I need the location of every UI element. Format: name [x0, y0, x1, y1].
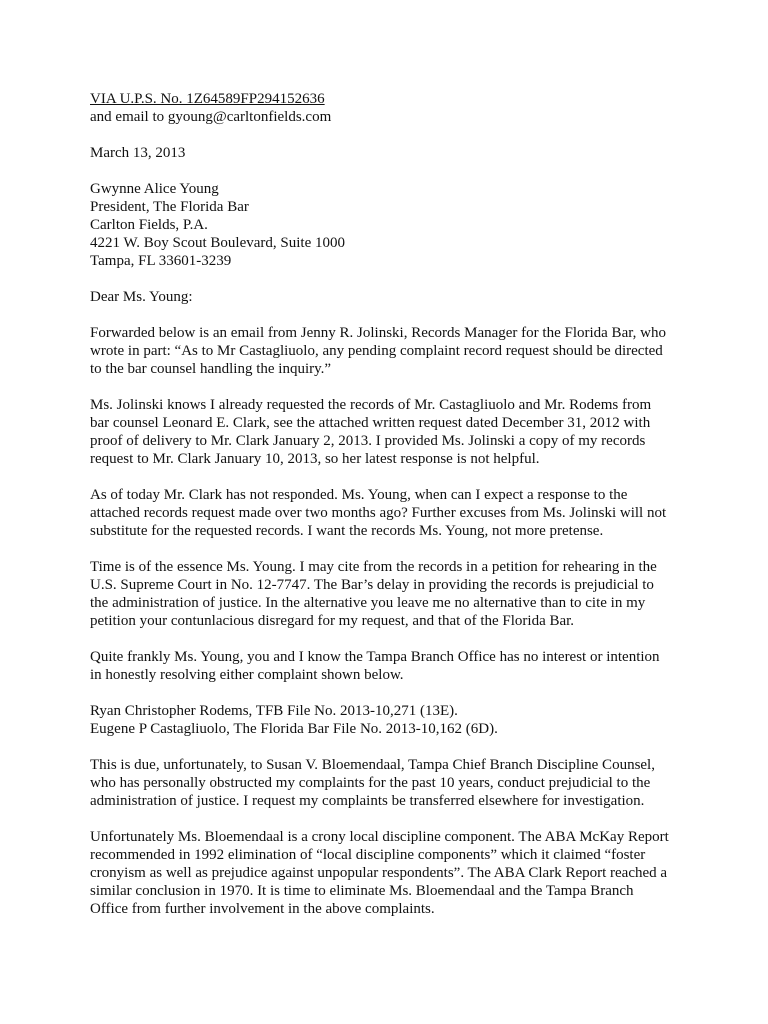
recipient-firm: Carlton Fields, P.A. — [90, 217, 208, 233]
letter-body — [90, 90, 690, 918]
complaint-file-item: Eugene P Castagliuolo, The Florida Bar File No. 2013-10,162 (6D). — [90, 721, 498, 737]
spacer — [90, 162, 690, 180]
via-ups-line: VIA U.P.S. No. 1Z64589FP294152636 — [90, 91, 325, 107]
paragraph-no-response — [90, 486, 690, 540]
spacer — [90, 306, 690, 324]
paragraph-time-essence — [90, 558, 690, 630]
paragraph-line: petition your contunlacious disregard for my request, and that of the Florida Bar. — [90, 613, 575, 629]
paragraph-line: proof of delivery to Mr. Clark January 2, 2013. I provided Ms. Jolinski a copy of my records — [90, 433, 646, 449]
paragraph-line: who has personally obstructed my complaints for the past 10 years, conduct prejudicial to the — [90, 775, 651, 791]
spacer — [90, 738, 690, 756]
paragraph-bloemendaal — [90, 756, 690, 810]
paragraph-line: in honestly resolving either complaint shown below. — [90, 667, 404, 683]
email-line: and email to gyoung@carltonfields.com — [90, 109, 332, 125]
paragraph-line: Time is of the essence Ms. Young. I may cite from the records in a petition for rehearing in the — [90, 559, 657, 575]
paragraph-line: Forwarded below is an email from Jenny R. Jolinski, Records Manager for the Florida Bar, who — [90, 325, 666, 341]
paragraph-line: to the bar counsel handling the inquiry.” — [90, 361, 332, 377]
paragraph-line: cronyism as well as prejudice against unpopular respondents”. The ABA Clark Report reached a — [90, 865, 668, 881]
paragraph-line: request to Mr. Clark January 10, 2013, so her latest response is not helpful. — [90, 451, 540, 467]
paragraph-line: wrote in part: “As to Mr Castagliuolo, any pending complaint record request should be directed — [90, 343, 663, 359]
paragraph-line: U.S. Supreme Court in No. 12-7747. The Bar’s delay in providing the records is prejudicial to — [90, 577, 654, 593]
paragraph-line: substitute for the requested records. I want the records Ms. Young, not more pretense. — [90, 523, 604, 539]
paragraph-tampa-office — [90, 648, 690, 684]
paragraph-line: the administration of justice. In the alternative you leave me no alternative than to cite in my — [90, 595, 646, 611]
spacer — [90, 810, 690, 828]
spacer — [90, 378, 690, 396]
paragraph-line: Office from further involvement in the above complaints. — [90, 901, 435, 917]
recipient-street: 4221 W. Boy Scout Boulevard, Suite 1000 — [90, 235, 345, 251]
spacer — [90, 270, 690, 288]
complaint-file-list — [90, 702, 690, 738]
paragraph-line: recommended in 1992 elimination of “local discipline components” which it claimed “foster — [90, 847, 646, 863]
recipient-name: Gwynne Alice Young — [90, 181, 219, 197]
spacer — [90, 540, 690, 558]
paragraph-line: administration of justice. I request my complaints be transferred elsewhere for investigation. — [90, 793, 645, 809]
paragraph-forwarded-email — [90, 324, 690, 378]
paragraph-aba-reports — [90, 828, 690, 918]
recipient-title: President, The Florida Bar — [90, 199, 249, 215]
paragraph-records-request — [90, 396, 690, 468]
paragraph-line: Unfortunately Ms. Bloemendaal is a crony local discipline component. The ABA McKay Report — [90, 829, 669, 845]
spacer — [90, 468, 690, 486]
paragraph-line: attached records request made over two months ago? Further excuses from Ms. Jolinski will not — [90, 505, 667, 521]
paragraph-line: This is due, unfortunately, to Susan V. Bloemendaal, Tampa Chief Branch Discipline Counsel, — [90, 757, 655, 773]
spacer — [90, 630, 690, 648]
paragraph-line: similar conclusion in 1970. It is time to eliminate Ms. Bloemendaal and the Tampa Branch — [90, 883, 634, 899]
paragraph-line: Ms. Jolinski knows I already requested the records of Mr. Castagliuolo and Mr. Rodems from — [90, 397, 652, 413]
paragraph-line: As of today Mr. Clark has not responded. Ms. Young, when can I expect a response to the — [90, 487, 628, 503]
recipient-city: Tampa, FL 33601-3239 — [90, 253, 232, 269]
salutation: Dear Ms. Young: — [90, 289, 193, 305]
recipient-address — [90, 180, 690, 270]
letter-date: March 13, 2013 — [90, 145, 186, 161]
complaint-file-item: Ryan Christopher Rodems, TFB File No. 2013-10,271 (13E). — [90, 703, 458, 719]
paragraph-line: bar counsel Leonard E. Clark, see the attached written request dated December 31, 2012 with — [90, 415, 651, 431]
spacer — [90, 684, 690, 702]
paragraph-line: Quite frankly Ms. Young, you and I know the Tampa Branch Office has no interest or intention — [90, 649, 660, 665]
spacer — [90, 126, 690, 144]
